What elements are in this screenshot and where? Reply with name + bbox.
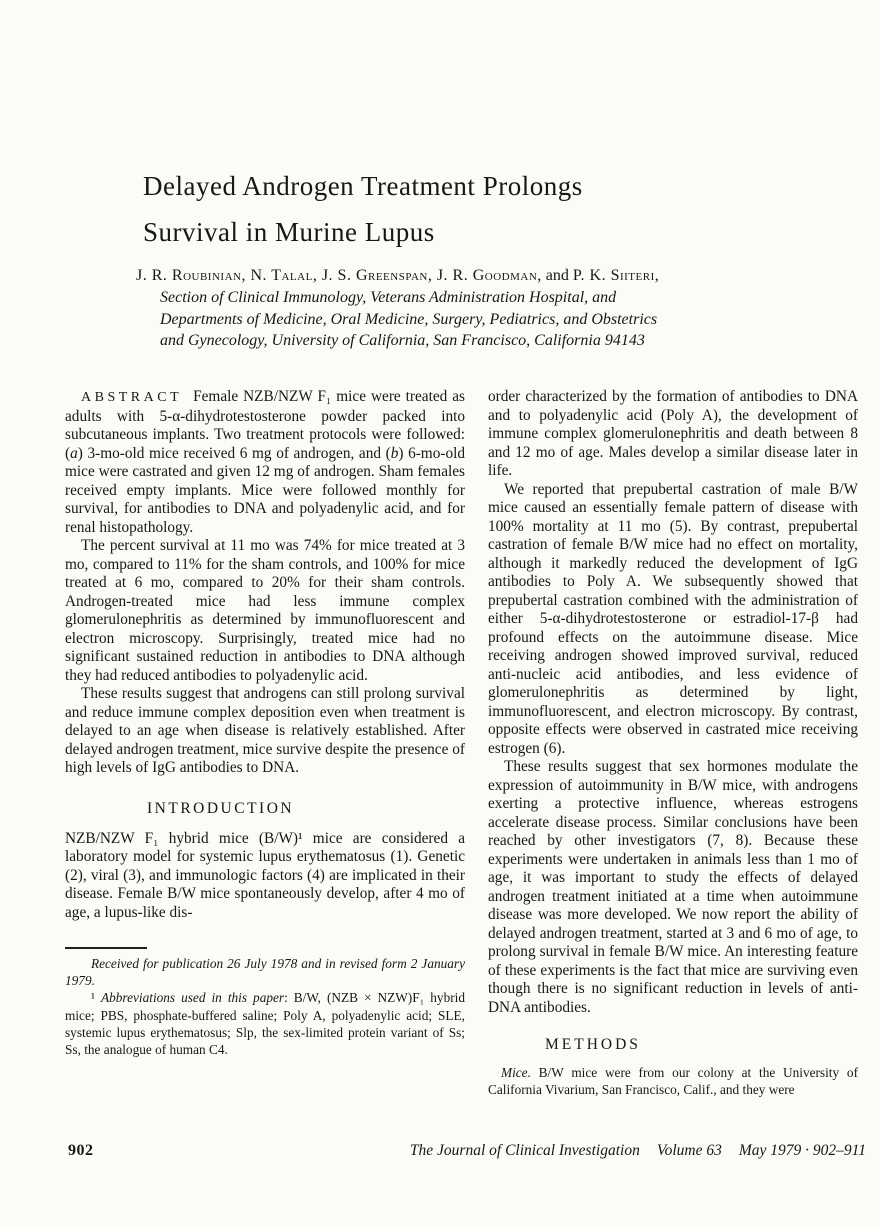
methods-lead-in: Mice.	[501, 1065, 531, 1080]
left-column	[65, 388, 465, 1098]
abstract-text: Female NZB/NZW F₁ mice were treated as adults with 5-α-dihydrotestosterone powder packed into subcutaneous implants. Two treatment protocols were followed: (	[65, 388, 465, 462]
introduction-paragraph-1-continued: order characterized by the formation of antibodies to DNA and to polyadenylic acid (Poly A), the development of immune complex glomerulonephritis and death between 8 and 12 mo of age. Males develop a similar disease later in life.	[488, 388, 858, 479]
footnote-abbreviations	[65, 989, 465, 1058]
article-title-line-2: Survival in Murine Lupus	[143, 217, 435, 247]
footer-journal-name: The Journal of Clinical Investigation	[409, 1142, 640, 1159]
footer-issue-pages: May 1979 · 902–911	[738, 1142, 866, 1159]
byline-block	[136, 265, 756, 352]
article-title-line-1: Delayed Androgen Treatment Prolongs	[143, 171, 583, 201]
section-heading-introduction: INTRODUCTION	[147, 799, 295, 817]
footer-page-number: 902	[68, 1142, 94, 1159]
abstract-text: ) 6-mo-old mice were castrated and given 12 mg of androgen. Sham females received empty implants. Mice were followed monthly for survival, for antibodies to DNA and polyadenylic acid, and for renal histopathology.	[65, 444, 465, 536]
page-footer	[68, 1142, 866, 1160]
affiliation-line: Section of Clinical Immunology, Veterans Administration Hospital, and	[160, 289, 617, 306]
article-title	[143, 163, 583, 255]
author-conjunction: and	[541, 267, 573, 284]
affiliation-line: Departments of Medicine, Oral Medicine, Surgery, Pediatrics, and Obstetrics	[160, 310, 658, 328]
authors-line	[136, 265, 756, 287]
abstract-paragraph-2: The percent survival at 11 mo was 74% for mice treated at 3 mo, compared to 11% for the sham controls, and 100% for mice treated at 6 mo, compared to 20% for their sham controls. Androgen-treated mice had less immune complex glomerulonephritis as determined by immunofluorescent and electron microscopy. Surprisingly, treated mice had no significant sustained reduction in antibodies to DNA although they had reduced antibodies to polyadenylic acid.	[65, 537, 465, 684]
methods-paragraph-mice	[488, 1064, 858, 1098]
methods-text: B/W mice were from our colony at the University of California Vivarium, San Francisco, Calif., and they were	[488, 1065, 858, 1098]
right-column	[488, 388, 858, 1098]
abstract-label: ABSTRACT	[81, 390, 183, 405]
footnote-block	[65, 947, 465, 1058]
footnote-marker: ¹	[91, 990, 101, 1006]
footnote-abbreviations-lead: Abbreviations used in this paper	[101, 990, 285, 1006]
footnote-rule	[65, 947, 147, 949]
affiliation-block	[160, 287, 756, 352]
author-names-group-1: J. R. Roubinian, N. Talal, J. S. Greenspan, J. R. Goodman,	[136, 267, 542, 284]
footnote-received: Received for publication 26 July 1978 and in revised form 2 January 1979.	[65, 956, 465, 989]
introduction-paragraph-1: NZB/NZW F₁ hybrid mice (B/W)¹ mice are considered a laboratory model for systemic lupus erythematosus (1). Genetic (2), viral (3), and immunologic factors (4) are implicated in their disease. Female B/W mice spontaneously develop, after 4 mo of age, a lupus-like dis-	[65, 829, 465, 921]
abstract-text: ) 3-mo-old mice received 6 mg of androgen, and (	[77, 444, 391, 462]
footer-volume: Volume 63	[656, 1142, 722, 1159]
section-heading-methods: METHODS	[545, 1036, 641, 1053]
affiliation-line: and Gynecology, University of California, San Francisco, California 94143	[160, 332, 645, 349]
author-names-group-2: P. K. Siiteri,	[572, 267, 660, 284]
abstract-paragraph-1	[65, 388, 465, 537]
two-column-body	[65, 388, 858, 1098]
introduction-paragraph-2: We reported that prepubertal castration of male B/W mice caused an essentially female pattern of disease with 100% mortality at 11 mo (5). By contrast, prepubertal castration of female B/W mice had no effect on mortality, although it markedly reduced the development of IgG antibodies to Poly A. We subsequently showed that prepubertal castration combined with the administration of either 5-α-dihydrotestosterone or estradiol-17-β had profound effects on the autoimmune disease. Mice receiving androgen showed improved survival, reduced anti-nucleic acid antibodies, and less evidence of glomerulonephritis as determined by light, immunofluorescent, and electron microscopy. By contrast, opposite effects were observed in castrated mice receiving estrogen (6).	[488, 480, 858, 757]
introduction-paragraph-3: These results suggest that sex hormones modulate the expression of autoimmunity in B/W mice, with androgens exerting a protective influence, whereas estrogens accelerate disease process. Similar conclusions have been reached by other investigators (7, 8). Because these experiments were undertaken in animals less than 1 mo of age, it was important to study the effects of delayed androgen treatment initiated at a time when autoimmune disease was more developed. We now report the ability of delayed androgen treatment, started at 3 and 6 mo of age, to prolong survival in female B/W mice. An interesting feature of these experiments is the fact that mice are surviving even though there is no significant reduction in levels of anti-DNA antibodies.	[488, 758, 858, 1016]
footer-journal-line	[410, 1142, 866, 1160]
protocol-letter-a: a	[70, 444, 78, 462]
protocol-letter-b: b	[390, 444, 399, 462]
abstract-paragraph-3: These results suggest that androgens can still prolong survival and reduce immune complex deposition even when treatment is delayed to an age when disease is relatively established. After delayed androgen treatment, mice survive despite the presence of high levels of IgG antibodies to DNA.	[65, 685, 465, 776]
footnote-abbreviations-rest: : B/W, (NZB × NZW)F₁ hybrid mice; PBS, phosphate-buffered saline; Poly A, polyadenylic acid; SLE, systemic lupus erythematosus; Slp, the sex-limited protein variant of Ss; Ss, the analogue of human C4.	[65, 990, 465, 1058]
